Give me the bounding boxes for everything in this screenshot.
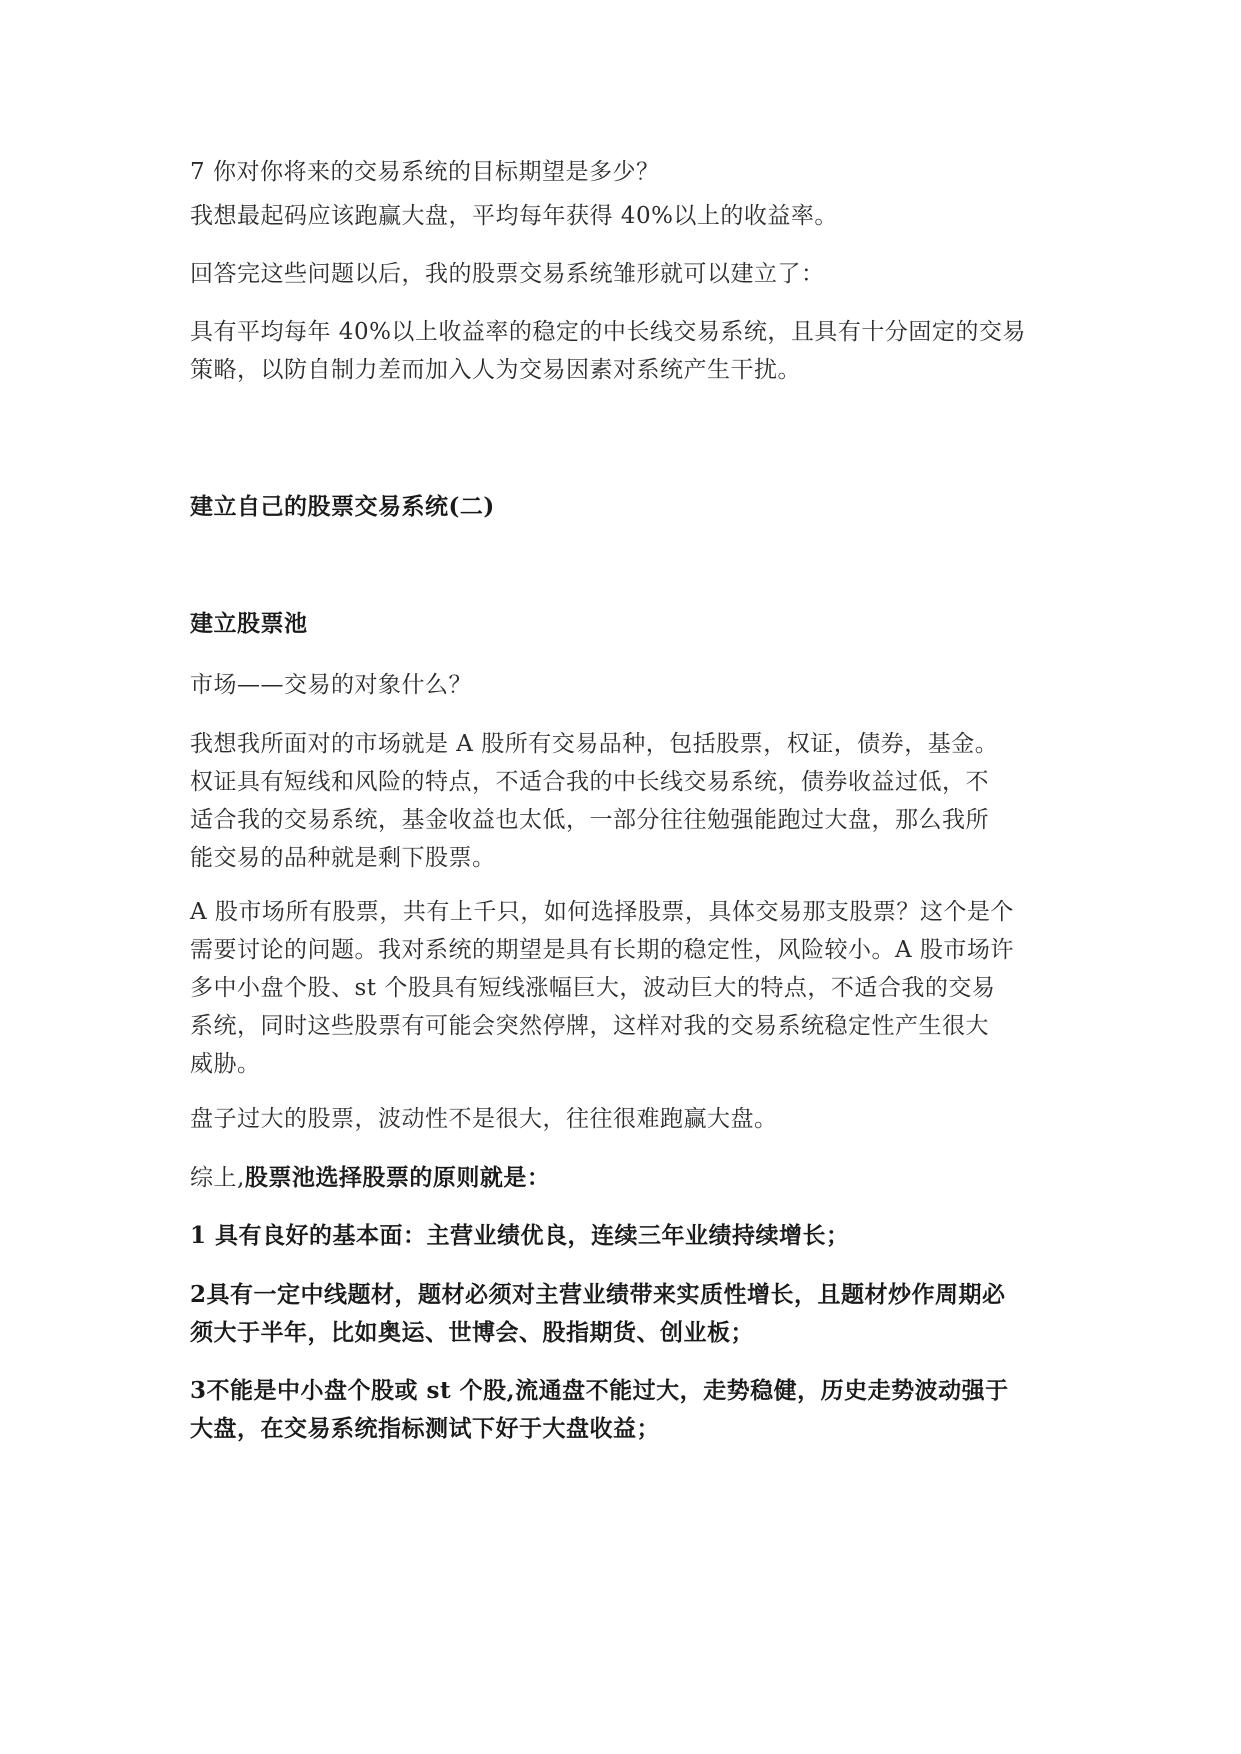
question-7: 7 你对你将来的交易系统的目标期望是多少？ <box>190 159 660 185</box>
rule-2-line: 2具有一定中线题材，题材必须对主营业绩带来实质性增长，且题材炒作周期必 <box>190 1281 1006 1308</box>
rule-3 <box>190 1372 1050 1448</box>
market-paragraph-line: 适合我的交易系统，基金收益也太低，一部分往往勉强能跑过大盘，那么我所 <box>190 807 989 833</box>
market-paragraph-line: 我想我所面对的市场就是 A 股所有交易品种，包括股票，权证，债券，基金。 <box>190 731 999 757</box>
stock-selection-line: A 股市场所有股票，共有上千只，如何选择股票，具体交易那支股票？这个是个 <box>190 899 1014 925</box>
system-summary-line: 策略，以防自制力差而加入人为交易因素对系统产生干扰。 <box>190 357 801 383</box>
section-title: 建立自己的股票交易系统(二) <box>190 493 495 520</box>
rule-3-line: 大盘，在交易系统指标测试下好于大盘收益； <box>190 1415 660 1442</box>
market-paragraph-line: 权证具有短线和风险的特点，不适合我的中长线交易系统，债券收益过低，不 <box>190 769 989 795</box>
market-question: 市场——交易的对象什么？ <box>190 672 472 698</box>
market-paragraph-line: 能交易的品种就是剩下股票。 <box>190 845 496 871</box>
rule-2-line: 须大于半年，比如奥运、世博会、股指期货、创业板； <box>190 1319 754 1346</box>
principle-intro <box>190 1159 1050 1197</box>
stock-selection-line: 系统，同时这些股票有可能会突然停牌，这样对我的交易系统稳定性产生很大 <box>190 1013 989 1039</box>
stock-selection-line: 多中小盘个股、st 个股具有短线涨幅巨大，波动巨大的特点，不适合我的交易 <box>190 975 996 1001</box>
transition-text: 回答完这些问题以后，我的股票交易系统雏形就可以建立了： <box>190 261 825 287</box>
rule-1: 1 具有良好的基本面：主营业绩优良，连续三年业绩持续增长； <box>190 1222 850 1249</box>
rule-2 <box>190 1276 1050 1352</box>
system-summary <box>190 313 1050 389</box>
answer-7: 我想最起码应该跑赢大盘，平均每年获得 40%以上的收益率。 <box>190 203 838 229</box>
principle-prefix: 综上, <box>190 1165 245 1191</box>
principle-heading: 股票池选择股票的原则就是： <box>244 1164 551 1191</box>
stock-selection-line: 需要讨论的问题。我对系统的期望是具有长期的稳定性，风险较小。A 股市场许 <box>190 937 1014 963</box>
stock-selection-line: 威胁。 <box>190 1051 261 1077</box>
large-cap-paragraph: 盘子过大的股票，波动性不是很大，往往很难跑赢大盘。 <box>190 1106 778 1132</box>
stock-selection-paragraph <box>190 893 1050 1083</box>
rule-3-line: 3不能是中小盘个股或 st 个股,流通盘不能过大，走势稳健，历史走势波动强于 <box>190 1377 1009 1404</box>
section-subtitle: 建立股票池 <box>190 610 308 637</box>
system-summary-line: 具有平均每年 40%以上收益率的稳定的中长线交易系统，且具有十分固定的交易 <box>190 319 1026 345</box>
market-paragraph <box>190 725 1050 877</box>
